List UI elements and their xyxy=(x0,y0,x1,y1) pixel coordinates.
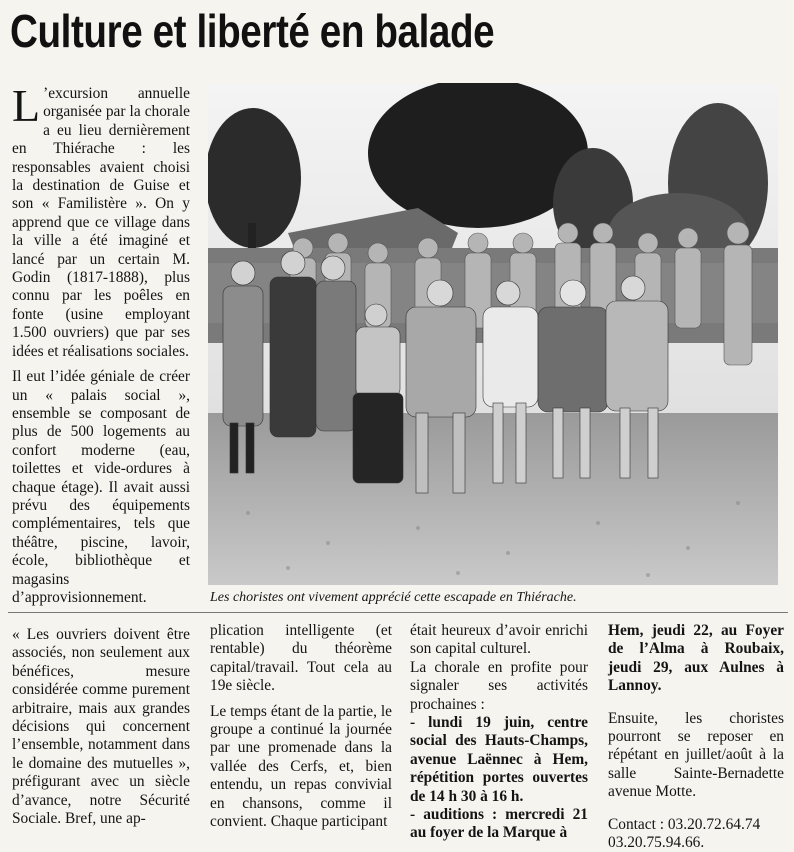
column-3-paragraph-1: était heureux d’avoir enrichi son capital culturel. xyxy=(410,622,588,658)
dropcap: L xyxy=(12,80,41,131)
intro-paragraph-1-text: ’excursion annuelle organisée par la chorale a eu lieu dernièrement en Thiérache : les responsables avaient choisi la destination de Guise et son « Familistère ». On y apprend que ce village dans la ville a été imaginé et lancé par un certain M. Godin (1817-1888), plus connu par les poêles en fonte (usine employant 1.500 ouvriers) que par ses idées et réalisations sociales. xyxy=(12,85,190,360)
column-3 xyxy=(410,622,588,843)
choir-group-photo xyxy=(208,83,778,585)
column-3-event-1: - lundi 19 juin, centre social des Hauts-Champs, avenue Laënnec à Hem, répétition portes ouvertes de 14 h 30 à 16 h. xyxy=(410,714,588,805)
contact-phone-2: 03.20.75.94.66. xyxy=(608,834,705,852)
column-4 xyxy=(608,622,784,852)
headline: Culture et liberté en balade xyxy=(10,5,495,57)
caption-divider xyxy=(8,612,788,613)
contact-phone-1: 03.20.72.64.74 xyxy=(667,815,761,833)
photo-caption: Les choristes ont vivement apprécié cette escapade en Thiérache. xyxy=(210,590,577,605)
column-4-paragraph-1: Hem, jeudi 22, au Foyer de l’Alma à Roubaix, jeudi 29, aux Aulnes à Lannoy. xyxy=(608,622,784,695)
column-1-paragraph: « Les ouvriers doivent être associés, non seulement aux bénéfices, mesure considérée comme purement arbitraire, mais aux grandes décisions qui concernent l’ensemble, notamment dans le domaine des mutuelles », préfigurant avec un siècle d’avance, notre Sécurité Sociale. Bref, une ap- xyxy=(12,626,190,828)
column-2-paragraph-2: Le temps étant de la partie, le groupe a continué la journée par une promenade dans la vallée des Cerfs, et, bien entendu, un repas convivial en chansons, comme il convient. Chaque participant xyxy=(210,702,392,831)
photo-illustration xyxy=(208,83,778,585)
contact-label: Contact : xyxy=(608,815,664,833)
intro-paragraph-2: Il eut l’idée géniale de créer un « palais social », ensemble se composant de plus de 500 logements au confort moderne (eau, toilettes et vide-ordures à chaque étage). Il avait aussi prévu des équipements complémentaires, tels que théâtre, piscine, lavoir, école, bibliothèque et magasins d’approvisionnement. xyxy=(12,368,190,606)
column-3-event-2: - auditions : mercredi 21 au foyer de la Marque à xyxy=(410,806,588,842)
intro-column xyxy=(12,80,190,607)
contact-line xyxy=(608,816,784,852)
intro-paragraph-1 xyxy=(12,80,190,361)
column-4-paragraph-2: Ensuite, les choristes pourront se reposer en répétant en juillet/août à la salle Sainte-Bernadette avenue Motte. xyxy=(608,709,784,801)
column-1 xyxy=(12,626,190,828)
column-3-paragraph-2: La chorale en profite pour signaler ses activités prochaines : xyxy=(410,658,588,713)
column-2-paragraph-1: plication intelligente (et rentable) du théorème capital/travail. Tout cela au 19e siècle. xyxy=(210,622,392,695)
column-2 xyxy=(210,622,392,831)
